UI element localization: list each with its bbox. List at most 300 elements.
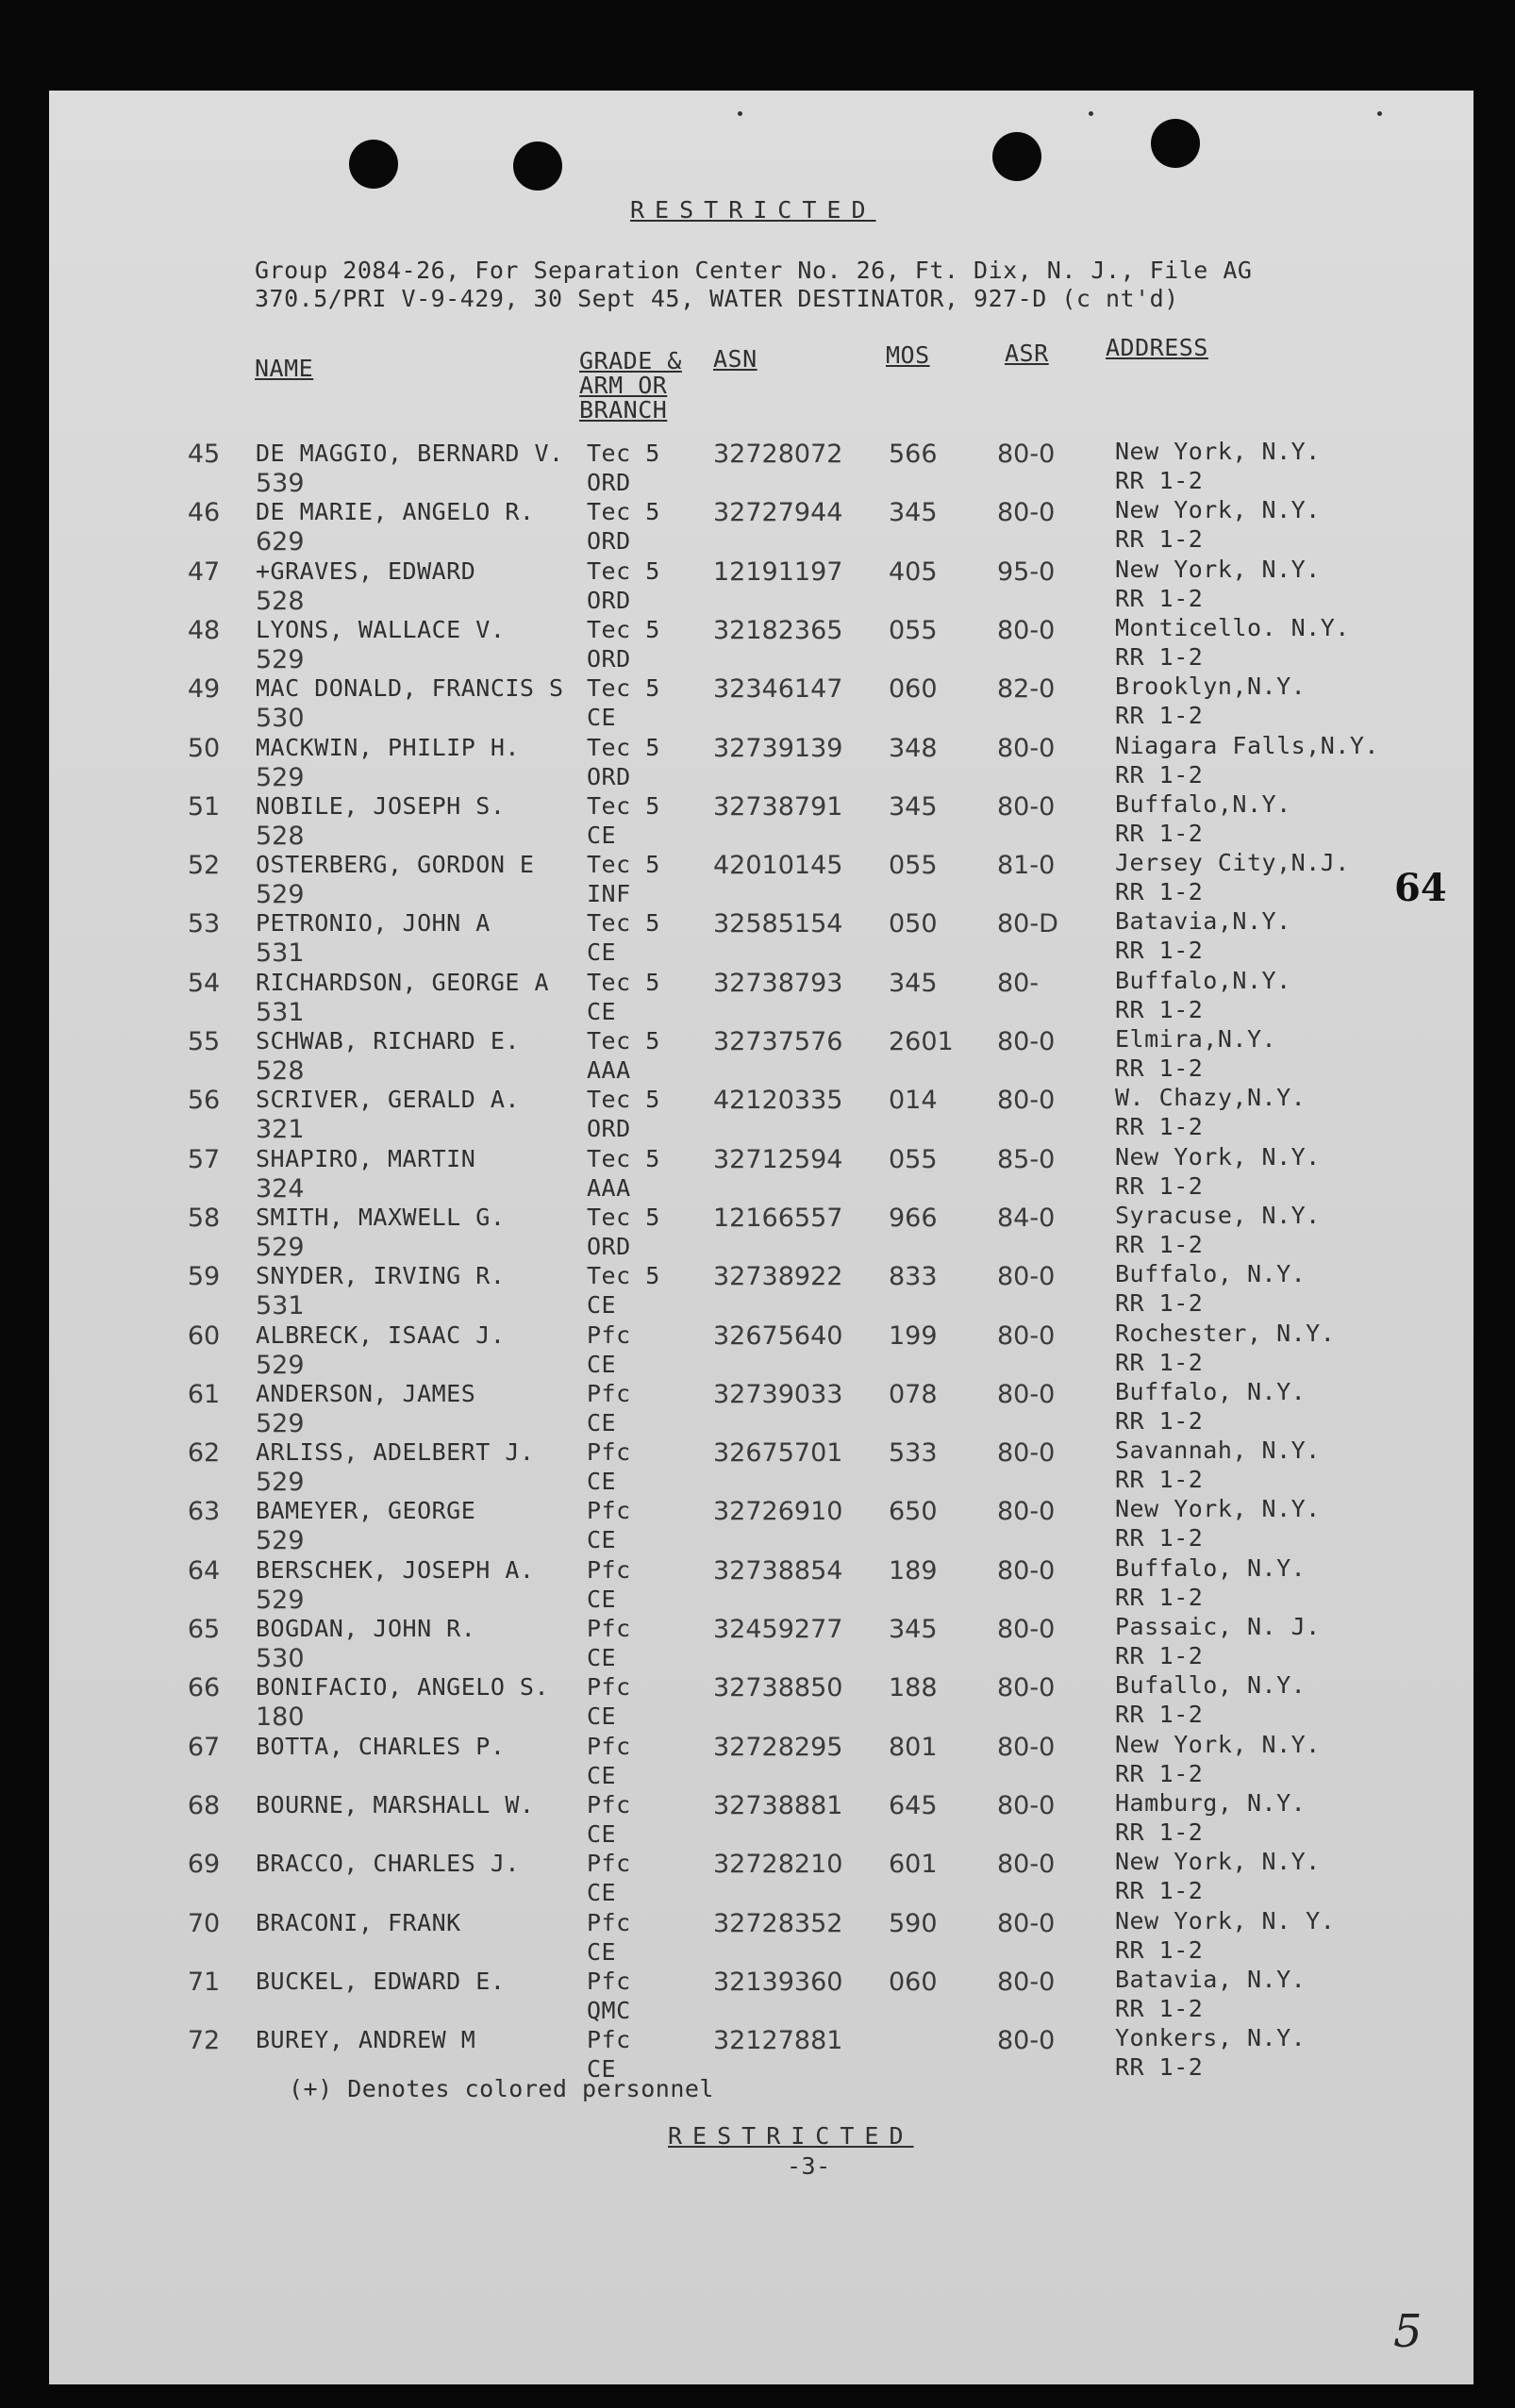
branch: INF bbox=[587, 880, 631, 907]
column-asr-header: ASR bbox=[1005, 340, 1049, 367]
address-city: Buffalo, N.Y. bbox=[1115, 1260, 1307, 1287]
asr-score: 80-0 bbox=[997, 1733, 1056, 1762]
grade: Pfc bbox=[587, 1968, 631, 1995]
mos-code: 345 bbox=[889, 1615, 938, 1644]
stamped-page-number: 64 bbox=[1394, 866, 1447, 910]
serial-number: 32728072 bbox=[713, 440, 843, 469]
unit-code: 629 bbox=[256, 527, 305, 556]
row-number: 64 bbox=[187, 1556, 221, 1586]
branch: ORD bbox=[587, 1115, 631, 1142]
mos-code: 189 bbox=[889, 1556, 938, 1586]
address-city: Niagara Falls,N.Y. bbox=[1115, 732, 1379, 759]
asr-score: 81-0 bbox=[997, 851, 1056, 880]
table-row bbox=[49, 1380, 1473, 1438]
address-city: New York, N.Y. bbox=[1115, 556, 1321, 583]
table-row bbox=[49, 969, 1473, 1027]
address-city: New York, N. Y. bbox=[1115, 1907, 1336, 1935]
serial-number: 32739139 bbox=[713, 734, 843, 763]
address-route: RR 1-2 bbox=[1115, 1289, 1204, 1317]
soldier-name: SCRIVER, GERALD A. bbox=[256, 1086, 520, 1113]
grade: Tec 5 bbox=[587, 1027, 660, 1055]
address-city: Buffalo,N.Y. bbox=[1115, 790, 1291, 818]
asr-score: 80-0 bbox=[997, 1850, 1056, 1879]
soldier-name: SCHWAB, RICHARD E. bbox=[256, 1027, 520, 1055]
address-city: Buffalo, N.Y. bbox=[1115, 1554, 1307, 1582]
address-city: Brooklyn,N.Y. bbox=[1115, 673, 1307, 700]
address-city: New York, N.Y. bbox=[1115, 438, 1321, 465]
address-route: RR 1-2 bbox=[1115, 1172, 1204, 1200]
mos-code: 014 bbox=[889, 1086, 938, 1115]
soldier-name: BAMEYER, GEORGE bbox=[256, 1497, 476, 1524]
mos-code: 055 bbox=[889, 1145, 938, 1174]
grade: Pfc bbox=[587, 1909, 631, 1936]
branch: CE bbox=[587, 1762, 617, 1789]
mos-code: 405 bbox=[889, 557, 938, 587]
column-grade-header: GRADE & bbox=[579, 347, 682, 374]
asr-score: 80-0 bbox=[997, 2026, 1056, 2055]
branch: CE bbox=[587, 1702, 617, 1730]
address-city: Savannah, N.Y. bbox=[1115, 1436, 1321, 1464]
table-row bbox=[49, 1733, 1473, 1791]
asr-score: 80-0 bbox=[997, 792, 1056, 822]
asr-score: 80-0 bbox=[997, 1027, 1056, 1056]
table-row bbox=[49, 1850, 1473, 1908]
table-row bbox=[49, 1262, 1473, 1320]
unit-code: 539 bbox=[256, 469, 305, 498]
unit-code: 528 bbox=[256, 1056, 305, 1086]
address-city: Batavia,N.Y. bbox=[1115, 907, 1291, 935]
restricted-footer: RESTRICTED bbox=[668, 2122, 914, 2150]
serial-number: 42120335 bbox=[713, 1086, 843, 1115]
grade: Pfc bbox=[587, 1438, 631, 1466]
header-line-2: 370.5/PRI V-9-429, 30 Sept 45, WATER DESTINATOR, 927-D (c nt'd) bbox=[255, 285, 1179, 312]
serial-number: 32738850 bbox=[713, 1673, 843, 1702]
serial-number: 32346147 bbox=[713, 674, 843, 704]
address-city: Bufallo, N.Y. bbox=[1115, 1671, 1307, 1699]
asr-score: 85-0 bbox=[997, 1145, 1056, 1174]
serial-number: 32727944 bbox=[713, 498, 843, 527]
branch: CE bbox=[587, 704, 617, 731]
soldier-name: BONIFACIO, ANGELO S. bbox=[256, 1673, 550, 1701]
table-row bbox=[49, 2026, 1473, 2084]
address-route: RR 1-2 bbox=[1115, 1466, 1204, 1493]
row-number: 70 bbox=[187, 1909, 221, 1938]
table-row bbox=[49, 1438, 1473, 1497]
column-address-header: ADDRESS bbox=[1106, 334, 1208, 361]
row-number: 56 bbox=[187, 1086, 221, 1115]
header-line-1: Group 2084-26, For Separation Center No. 26, Ft. Dix, N. J., File AG bbox=[255, 257, 1253, 284]
address-city: W. Chazy,N.Y. bbox=[1115, 1084, 1307, 1111]
grade: Tec 5 bbox=[587, 498, 660, 525]
address-route: RR 1-2 bbox=[1115, 1349, 1204, 1376]
unit-code: 529 bbox=[256, 763, 305, 792]
unit-code: 180 bbox=[256, 1702, 305, 1732]
table-row bbox=[49, 1204, 1473, 1262]
mos-code: 345 bbox=[889, 792, 938, 822]
asr-score: 95-0 bbox=[997, 557, 1056, 587]
mos-code: 833 bbox=[889, 1262, 938, 1291]
soldier-name: LYONS, WALLACE V. bbox=[256, 616, 506, 643]
mos-code: 078 bbox=[889, 1380, 938, 1409]
branch: CE bbox=[587, 1291, 617, 1319]
serial-number: 32739033 bbox=[713, 1380, 843, 1409]
address-route: RR 1-2 bbox=[1115, 820, 1204, 847]
grade: Pfc bbox=[587, 1321, 631, 1349]
soldier-name: MACKWIN, PHILIP H. bbox=[256, 734, 520, 761]
grade: Pfc bbox=[587, 1380, 631, 1407]
soldier-name: ALBRECK, ISAAC J. bbox=[256, 1321, 506, 1349]
handwritten-corner-number: 5 bbox=[1393, 2305, 1423, 2358]
soldier-name: ANDERSON, JAMES bbox=[256, 1380, 476, 1407]
asr-score: 80-0 bbox=[997, 1438, 1056, 1468]
serial-number: 32675640 bbox=[713, 1321, 843, 1351]
table-row bbox=[49, 909, 1473, 968]
grade: Pfc bbox=[587, 1556, 631, 1584]
row-number: 54 bbox=[187, 969, 221, 998]
page-marker: -3- bbox=[787, 2152, 831, 2180]
address-city: Monticello. N.Y. bbox=[1115, 614, 1350, 641]
address-route: RR 1-2 bbox=[1115, 1642, 1204, 1669]
serial-number: 32459277 bbox=[713, 1615, 843, 1644]
unit-code: 324 bbox=[256, 1174, 305, 1204]
address-route: RR 1-2 bbox=[1115, 1055, 1204, 1082]
soldier-name: ARLISS, ADELBERT J. bbox=[256, 1438, 535, 1466]
address-route: RR 1-2 bbox=[1115, 1818, 1204, 1846]
address-city: Buffalo, N.Y. bbox=[1115, 1378, 1307, 1405]
soldier-name: BOGDAN, JOHN R. bbox=[256, 1615, 476, 1642]
table-row bbox=[49, 1615, 1473, 1673]
mos-code: 345 bbox=[889, 969, 938, 998]
serial-number: 32738791 bbox=[713, 792, 843, 822]
grade: Tec 5 bbox=[587, 616, 660, 643]
address-city: Passaic, N. J. bbox=[1115, 1613, 1321, 1640]
row-number: 72 bbox=[187, 2026, 221, 2055]
soldier-name: BRACCO, CHARLES J. bbox=[256, 1850, 520, 1877]
footnote: (+) Denotes colored personnel bbox=[289, 2075, 714, 2102]
grade: Pfc bbox=[587, 1850, 631, 1877]
document-page bbox=[49, 91, 1473, 2384]
row-number: 65 bbox=[187, 1615, 221, 1644]
row-number: 67 bbox=[187, 1733, 221, 1762]
grade: Pfc bbox=[587, 1791, 631, 1818]
asr-score: 80-0 bbox=[997, 616, 1056, 645]
punch-hole bbox=[992, 132, 1041, 181]
address-city: New York, N.Y. bbox=[1115, 1731, 1321, 1758]
branch: AAA bbox=[587, 1056, 631, 1084]
address-route: RR 1-2 bbox=[1115, 1113, 1204, 1140]
row-number: 71 bbox=[187, 1968, 221, 1997]
address-city: Elmira,N.Y. bbox=[1115, 1025, 1277, 1053]
mos-code: 966 bbox=[889, 1204, 938, 1233]
address-route: RR 1-2 bbox=[1115, 702, 1204, 729]
branch: QMC bbox=[587, 1997, 631, 2024]
column-asn-header: ASN bbox=[713, 345, 758, 373]
mos-code: 566 bbox=[889, 440, 938, 469]
table-row bbox=[49, 440, 1473, 498]
address-city: Hamburg, N.Y. bbox=[1115, 1789, 1307, 1817]
mos-code: 060 bbox=[889, 674, 938, 704]
unit-code: 529 bbox=[256, 1586, 305, 1615]
serial-number: 32728352 bbox=[713, 1909, 843, 1938]
row-number: 53 bbox=[187, 909, 221, 938]
address-route: RR 1-2 bbox=[1115, 1407, 1204, 1435]
serial-number: 32738854 bbox=[713, 1556, 843, 1586]
row-number: 49 bbox=[187, 674, 221, 704]
address-route: RR 1-2 bbox=[1115, 467, 1204, 494]
grade: Tec 5 bbox=[587, 674, 660, 702]
grade: Pfc bbox=[587, 1497, 631, 1524]
serial-number: 32738793 bbox=[713, 969, 843, 998]
mos-code: 348 bbox=[889, 734, 938, 763]
soldier-name: RICHARDSON, GEORGE A bbox=[256, 969, 550, 996]
unit-code: 529 bbox=[256, 1409, 305, 1438]
serial-number: 32127881 bbox=[713, 2026, 843, 2055]
row-number: 45 bbox=[187, 440, 221, 469]
grade: Tec 5 bbox=[587, 1204, 660, 1231]
serial-number: 32726910 bbox=[713, 1497, 843, 1526]
address-route: RR 1-2 bbox=[1115, 525, 1204, 553]
serial-number: 32182365 bbox=[713, 616, 843, 645]
grade: Tec 5 bbox=[587, 792, 660, 820]
row-number: 63 bbox=[187, 1497, 221, 1526]
soldier-name: MAC DONALD, FRANCIS S bbox=[256, 674, 564, 702]
table-row bbox=[49, 1497, 1473, 1555]
soldier-name: DE MAGGIO, BERNARD V. bbox=[256, 440, 564, 467]
unit-code: 321 bbox=[256, 1115, 305, 1144]
serial-number: 42010145 bbox=[713, 851, 843, 880]
soldier-name: SMITH, MAXWELL G. bbox=[256, 1204, 506, 1231]
serial-number: 32139360 bbox=[713, 1968, 843, 1997]
punch-hole bbox=[349, 140, 398, 189]
branch: CE bbox=[587, 1879, 617, 1906]
asr-score: 80-0 bbox=[997, 440, 1056, 469]
address-route: RR 1-2 bbox=[1115, 585, 1204, 612]
asr-score: 80-0 bbox=[997, 1497, 1056, 1526]
unit-code: 529 bbox=[256, 645, 305, 674]
mos-code: 050 bbox=[889, 909, 938, 938]
grade: Tec 5 bbox=[587, 557, 660, 585]
asr-score: 80-0 bbox=[997, 1673, 1056, 1702]
column-mos-header: MOS bbox=[886, 341, 930, 369]
branch: CE bbox=[587, 822, 617, 849]
mos-code: 345 bbox=[889, 498, 938, 527]
soldier-name: BERSCHEK, JOSEPH A. bbox=[256, 1556, 535, 1584]
column-grade-header-2: ARM OR bbox=[579, 372, 668, 399]
row-number: 68 bbox=[187, 1791, 221, 1820]
grade: Tec 5 bbox=[587, 909, 660, 937]
branch: CE bbox=[587, 1644, 617, 1671]
asr-score: 80-0 bbox=[997, 498, 1056, 527]
table-row bbox=[49, 1145, 1473, 1204]
branch: CE bbox=[587, 1468, 617, 1495]
branch: ORD bbox=[587, 645, 631, 673]
grade: Tec 5 bbox=[587, 440, 660, 467]
row-number: 61 bbox=[187, 1380, 221, 1409]
table-row bbox=[49, 498, 1473, 556]
grade: Pfc bbox=[587, 1673, 631, 1701]
row-number: 46 bbox=[187, 498, 221, 527]
soldier-name: NOBILE, JOSEPH S. bbox=[256, 792, 506, 820]
row-number: 66 bbox=[187, 1673, 221, 1702]
address-route: RR 1-2 bbox=[1115, 643, 1204, 671]
branch: CE bbox=[587, 938, 617, 966]
unit-code: 530 bbox=[256, 704, 305, 733]
grade: Pfc bbox=[587, 1615, 631, 1642]
row-number: 62 bbox=[187, 1438, 221, 1468]
branch: CE bbox=[587, 2055, 617, 2083]
soldier-name: SNYDER, IRVING R. bbox=[256, 1262, 506, 1289]
restricted-heading: RESTRICTED bbox=[630, 196, 876, 224]
mos-code: 590 bbox=[889, 1909, 938, 1938]
address-route: RR 1-2 bbox=[1115, 996, 1204, 1023]
soldier-name: BUCKEL, EDWARD E. bbox=[256, 1968, 506, 1995]
row-number: 48 bbox=[187, 616, 221, 645]
row-number: 52 bbox=[187, 851, 221, 880]
mos-code: 199 bbox=[889, 1321, 938, 1351]
address-city: New York, N.Y. bbox=[1115, 496, 1321, 523]
branch: ORD bbox=[587, 587, 631, 614]
asr-score: 80-0 bbox=[997, 1262, 1056, 1291]
row-number: 69 bbox=[187, 1850, 221, 1879]
paper-mark bbox=[1377, 111, 1382, 116]
address-city: Syracuse, N.Y. bbox=[1115, 1202, 1321, 1229]
unit-code: 529 bbox=[256, 1351, 305, 1380]
asr-score: 80-0 bbox=[997, 1909, 1056, 1938]
unit-code: 529 bbox=[256, 1468, 305, 1497]
mos-code: 055 bbox=[889, 851, 938, 880]
table-row bbox=[49, 1086, 1473, 1144]
address-route: RR 1-2 bbox=[1115, 878, 1204, 905]
soldier-name: BRACONI, FRANK bbox=[256, 1909, 461, 1936]
address-route: RR 1-2 bbox=[1115, 1701, 1204, 1728]
serial-number: 32737576 bbox=[713, 1027, 843, 1056]
grade: Pfc bbox=[587, 2026, 631, 2053]
table-row bbox=[49, 851, 1473, 909]
address-route: RR 1-2 bbox=[1115, 761, 1204, 789]
row-number: 50 bbox=[187, 734, 221, 763]
unit-code: 531 bbox=[256, 938, 305, 968]
table-row bbox=[49, 1791, 1473, 1850]
branch: CE bbox=[587, 998, 617, 1025]
address-city: Rochester, N.Y. bbox=[1115, 1320, 1336, 1347]
unit-code: 529 bbox=[256, 1233, 305, 1262]
address-city: Yonkers, N.Y. bbox=[1115, 2024, 1307, 2051]
address-route: RR 1-2 bbox=[1115, 1995, 1204, 2022]
row-number: 47 bbox=[187, 557, 221, 587]
asr-score: 80-0 bbox=[997, 1791, 1056, 1820]
unit-code: 531 bbox=[256, 998, 305, 1027]
unit-code: 528 bbox=[256, 587, 305, 616]
table-row bbox=[49, 792, 1473, 851]
unit-code: 530 bbox=[256, 1644, 305, 1673]
mos-code: 601 bbox=[889, 1850, 938, 1879]
branch: ORD bbox=[587, 527, 631, 555]
row-number: 57 bbox=[187, 1145, 221, 1174]
asr-score: 80-0 bbox=[997, 1321, 1056, 1351]
asr-score: 80-0 bbox=[997, 1615, 1056, 1644]
grade: Pfc bbox=[587, 1733, 631, 1760]
address-route: RR 1-2 bbox=[1115, 1231, 1204, 1258]
serial-number: 32675701 bbox=[713, 1438, 843, 1468]
address-route: RR 1-2 bbox=[1115, 1584, 1204, 1611]
grade: Tec 5 bbox=[587, 1262, 660, 1289]
column-grade-header-3: BRANCH bbox=[579, 396, 668, 423]
mos-code: 055 bbox=[889, 616, 938, 645]
branch: ORD bbox=[587, 469, 631, 496]
serial-number: 32738881 bbox=[713, 1791, 843, 1820]
serial-number: 32728295 bbox=[713, 1733, 843, 1762]
soldier-name: +GRAVES, EDWARD bbox=[256, 557, 476, 585]
unit-code: 529 bbox=[256, 1526, 305, 1555]
grade: Tec 5 bbox=[587, 969, 660, 996]
mos-code: 188 bbox=[889, 1673, 938, 1702]
address-route: RR 1-2 bbox=[1115, 1877, 1204, 1904]
asr-score: 84-0 bbox=[997, 1204, 1056, 1233]
address-route: RR 1-2 bbox=[1115, 937, 1204, 964]
soldier-name: BOTTA, CHARLES P. bbox=[256, 1733, 506, 1760]
row-number: 51 bbox=[187, 792, 221, 822]
address-route: RR 1-2 bbox=[1115, 1524, 1204, 1552]
table-row bbox=[49, 1968, 1473, 2026]
asr-score: 80- bbox=[997, 969, 1040, 998]
grade: Tec 5 bbox=[587, 734, 660, 761]
serial-number: 32712594 bbox=[713, 1145, 843, 1174]
row-number: 60 bbox=[187, 1321, 221, 1351]
branch: CE bbox=[587, 1820, 617, 1848]
table-row bbox=[49, 557, 1473, 616]
soldier-name: BOURNE, MARSHALL W. bbox=[256, 1791, 535, 1818]
serial-number: 32585154 bbox=[713, 909, 843, 938]
unit-code: 529 bbox=[256, 880, 305, 909]
table-row bbox=[49, 1556, 1473, 1615]
unit-code: 528 bbox=[256, 822, 305, 851]
asr-score: 80-0 bbox=[997, 1086, 1056, 1115]
table-row bbox=[49, 1673, 1473, 1732]
serial-number: 12166557 bbox=[713, 1204, 843, 1233]
table-row bbox=[49, 1909, 1473, 1968]
serial-number: 12191197 bbox=[713, 557, 843, 587]
serial-number: 32728210 bbox=[713, 1850, 843, 1879]
table-row bbox=[49, 1321, 1473, 1380]
address-city: Jersey City,N.J. bbox=[1115, 849, 1350, 876]
asr-score: 80-0 bbox=[997, 1380, 1056, 1409]
address-city: Batavia, N.Y. bbox=[1115, 1966, 1307, 1993]
paper-mark bbox=[1089, 111, 1093, 116]
table-row bbox=[49, 734, 1473, 792]
address-route: RR 1-2 bbox=[1115, 1760, 1204, 1787]
branch: AAA bbox=[587, 1174, 631, 1202]
asr-score: 80-0 bbox=[997, 734, 1056, 763]
mos-code: 060 bbox=[889, 1968, 938, 1997]
asr-score: 82-0 bbox=[997, 674, 1056, 704]
asr-score: 80-0 bbox=[997, 1968, 1056, 1997]
asr-score: 80-0 bbox=[997, 1556, 1056, 1586]
soldier-name: OSTERBERG, GORDON E bbox=[256, 851, 535, 878]
branch: CE bbox=[587, 1351, 617, 1378]
branch: ORD bbox=[587, 1233, 631, 1260]
address-city: Buffalo,N.Y. bbox=[1115, 967, 1291, 994]
punch-hole bbox=[513, 141, 562, 191]
mos-code: 645 bbox=[889, 1791, 938, 1820]
grade: Tec 5 bbox=[587, 1145, 660, 1172]
soldier-name: DE MARIE, ANGELO R. bbox=[256, 498, 535, 525]
branch: CE bbox=[587, 1586, 617, 1613]
row-number: 59 bbox=[187, 1262, 221, 1291]
mos-code: 2601 bbox=[889, 1027, 954, 1056]
punch-hole bbox=[1151, 119, 1200, 168]
mos-code: 533 bbox=[889, 1438, 938, 1468]
paper-mark bbox=[738, 111, 742, 116]
